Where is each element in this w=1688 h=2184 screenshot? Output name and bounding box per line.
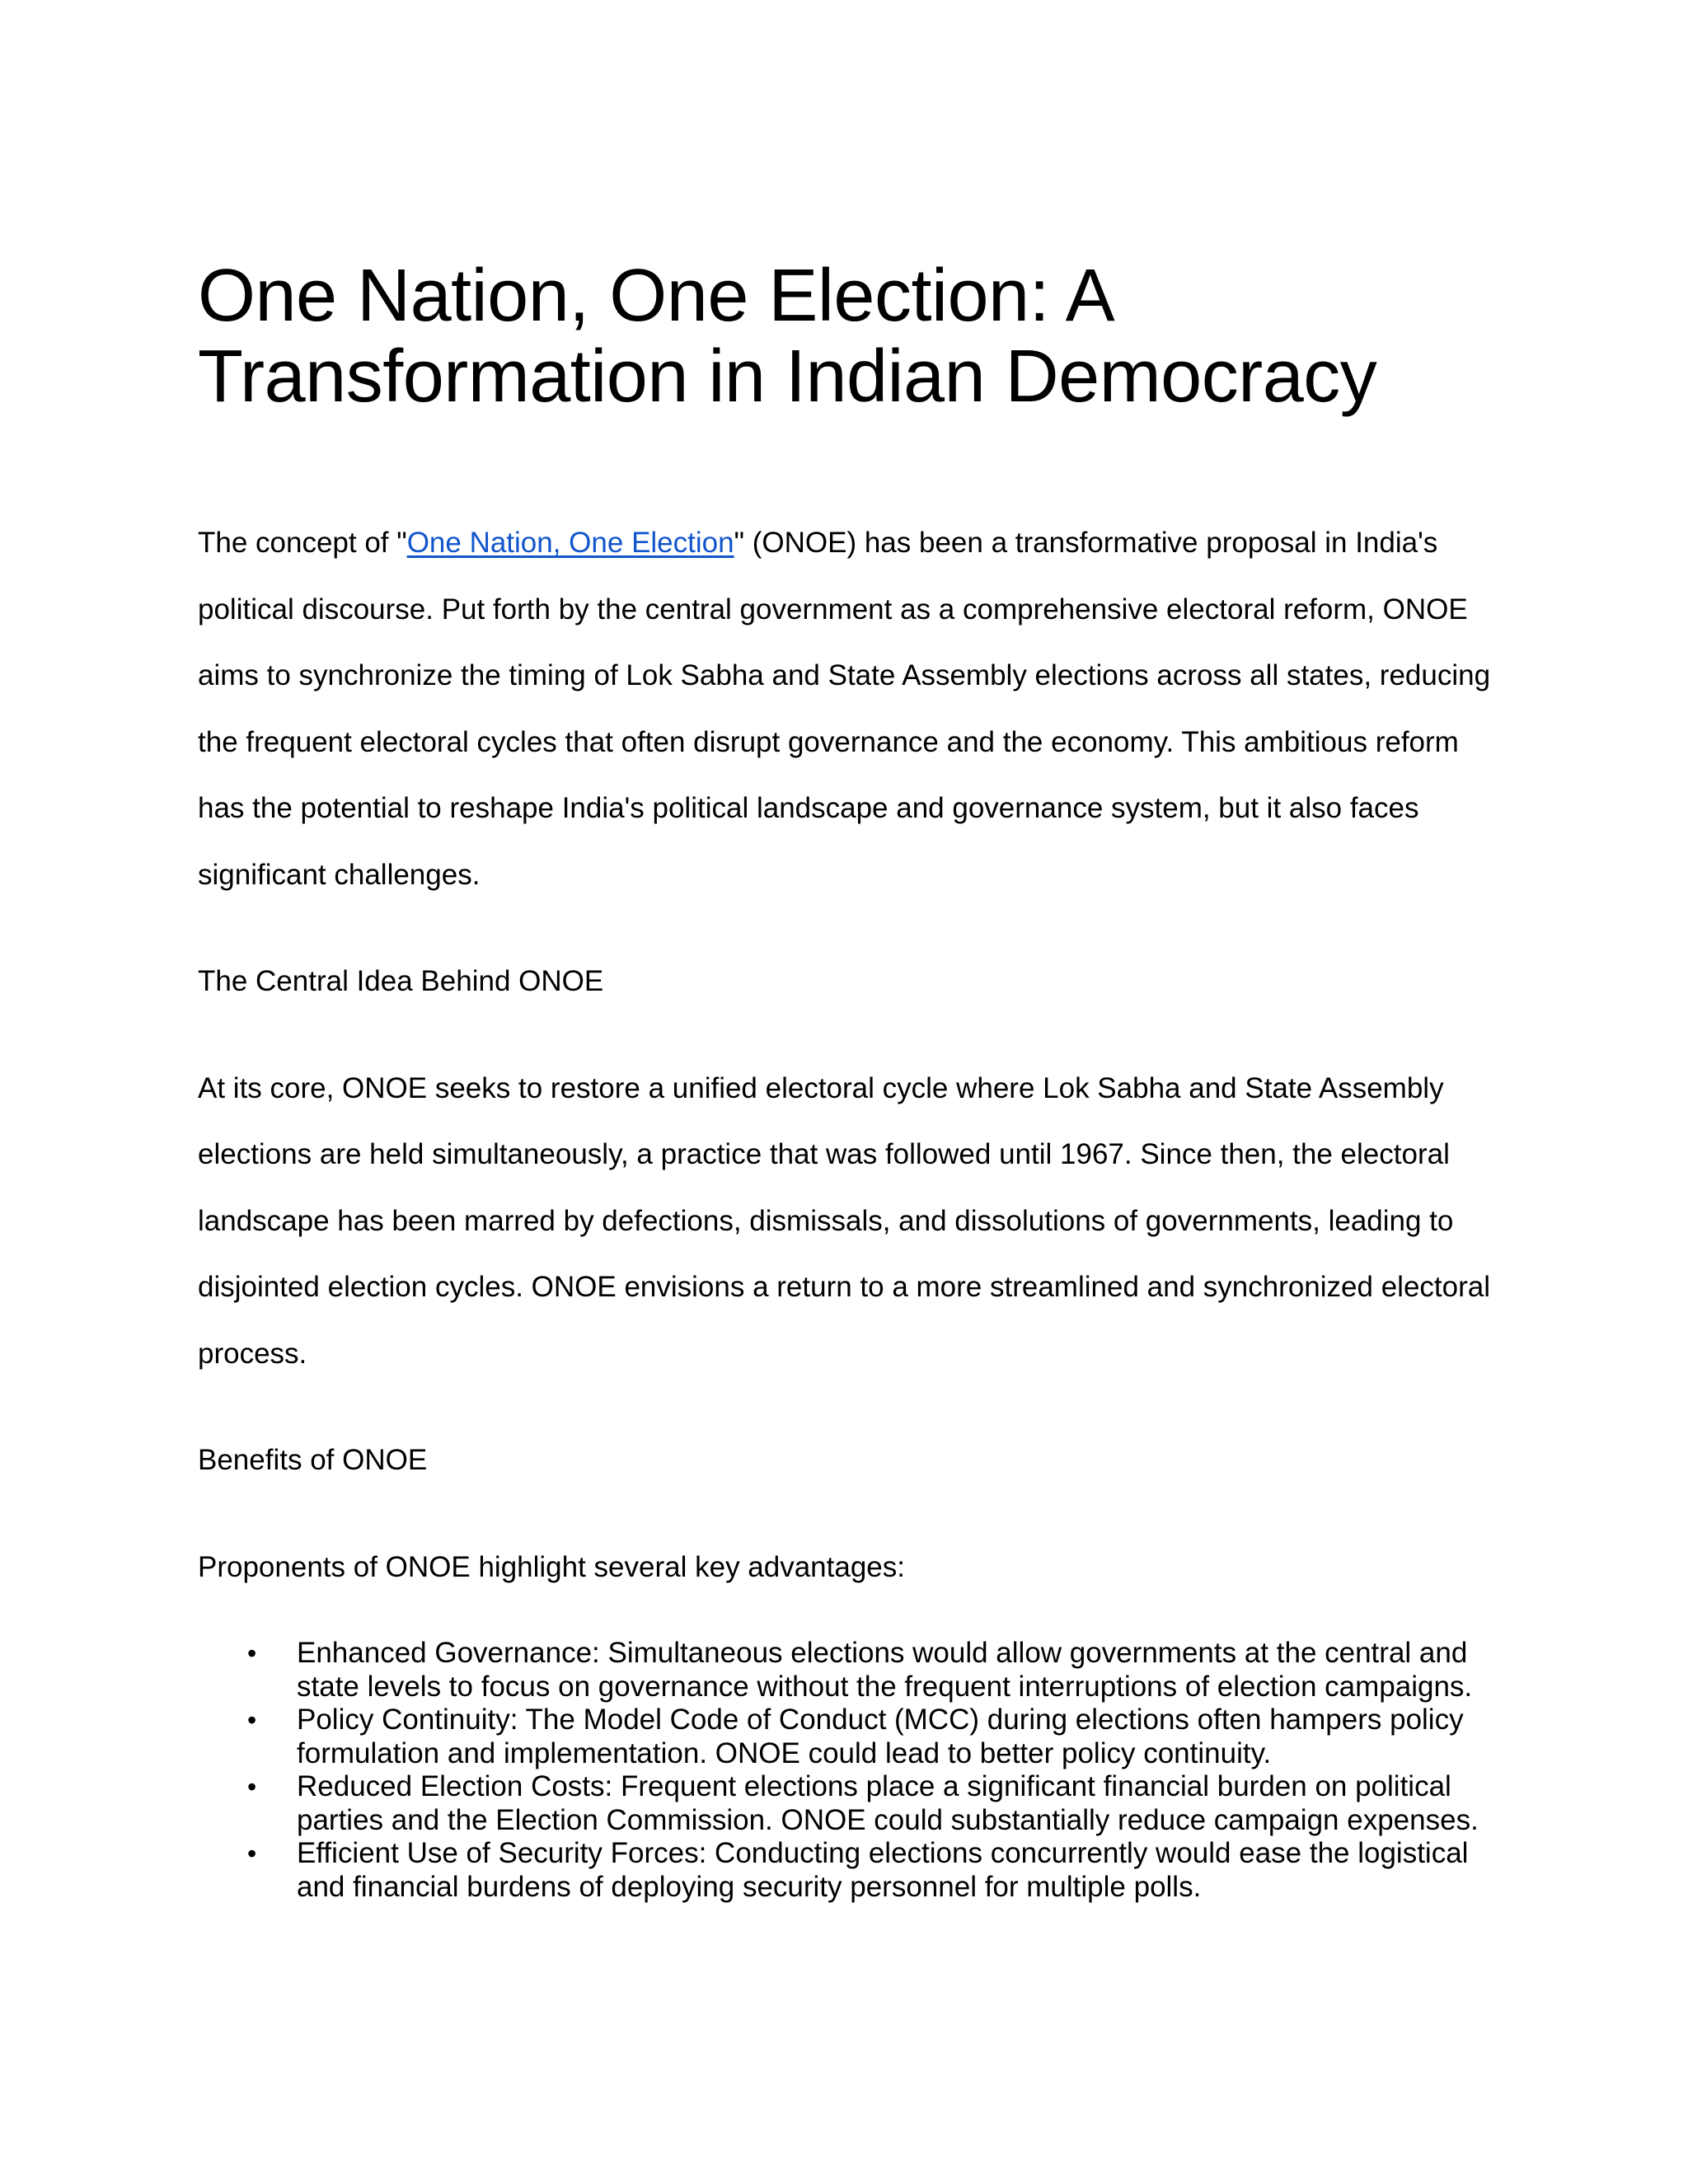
bullet-icon: • bbox=[247, 1705, 257, 1735]
benefits-lead-text: Proponents of ONOE highlight several key advantages: bbox=[198, 1550, 905, 1583]
list-item bbox=[198, 1637, 1500, 1704]
bullet-icon: • bbox=[247, 1638, 257, 1668]
intro-text-after-link: " (ONOE) has been a transformative proposal in India's political discourse. Put forth by the central government as a comprehensive electoral reform, ONOE aims to synchronize the timing of Lok Sabha and State Assembly elections across all states, reducing the frequent electoral cycles that often disrupt governance and the economy. This ambitious reform has the potential to reshape India's political landscape and governance system, but it also faces significant challenges. bbox=[198, 527, 1491, 891]
bullet-icon: • bbox=[247, 1839, 257, 1868]
list-item-text: Enhanced Governance: Simultaneous elections would allow governments at the central and state levels to focus on governance without the frequent interruptions of election campaigns. bbox=[297, 1637, 1473, 1703]
document-page bbox=[198, 255, 1500, 1904]
section-heading-benefits: Benefits of ONOE bbox=[198, 1444, 428, 1476]
intro-text-before-link: The concept of " bbox=[198, 527, 407, 559]
benefits-list bbox=[198, 1637, 1500, 1904]
list-item-text: Policy Continuity: The Model Code of Conduct (MCC) during elections often hampers policy formulation and implementation. ONOE could lead to better policy continuity. bbox=[297, 1704, 1464, 1769]
intro-paragraph bbox=[198, 510, 1500, 908]
document-title: One Nation, One Election: A Transformation in Indian Democracy bbox=[198, 255, 1377, 418]
list-item-text: Reduced Election Costs: Frequent elections place a significant financial burden on political parties and the Election Commission. ONOE could substantially reduce campaign expenses. bbox=[297, 1770, 1479, 1836]
onoe-link[interactable]: One Nation, One Election bbox=[406, 527, 734, 559]
list-item bbox=[198, 1837, 1500, 1904]
central-idea-paragraph: At its core, ONOE seeks to restore a unified electoral cycle where Lok Sabha and State Assembly elections are held simultaneously, a practice that was followed until 1967. Since then, the electoral landscape has been marred by defections, dismissals, and dissolutions of governments, leading to disjointed election cycles. ONOE envisions a return to a more streamlined and synchronized electoral process. bbox=[198, 1071, 1490, 1370]
list-item-text: Efficient Use of Security Forces: Conducting elections concurrently would ease the logistical and financial burdens of deploying security personnel for multiple polls. bbox=[297, 1837, 1469, 1903]
section-heading-central-idea: The Central Idea Behind ONOE bbox=[198, 965, 604, 997]
bullet-icon: • bbox=[247, 1772, 257, 1802]
list-item bbox=[198, 1704, 1500, 1770]
list-item bbox=[198, 1770, 1500, 1837]
